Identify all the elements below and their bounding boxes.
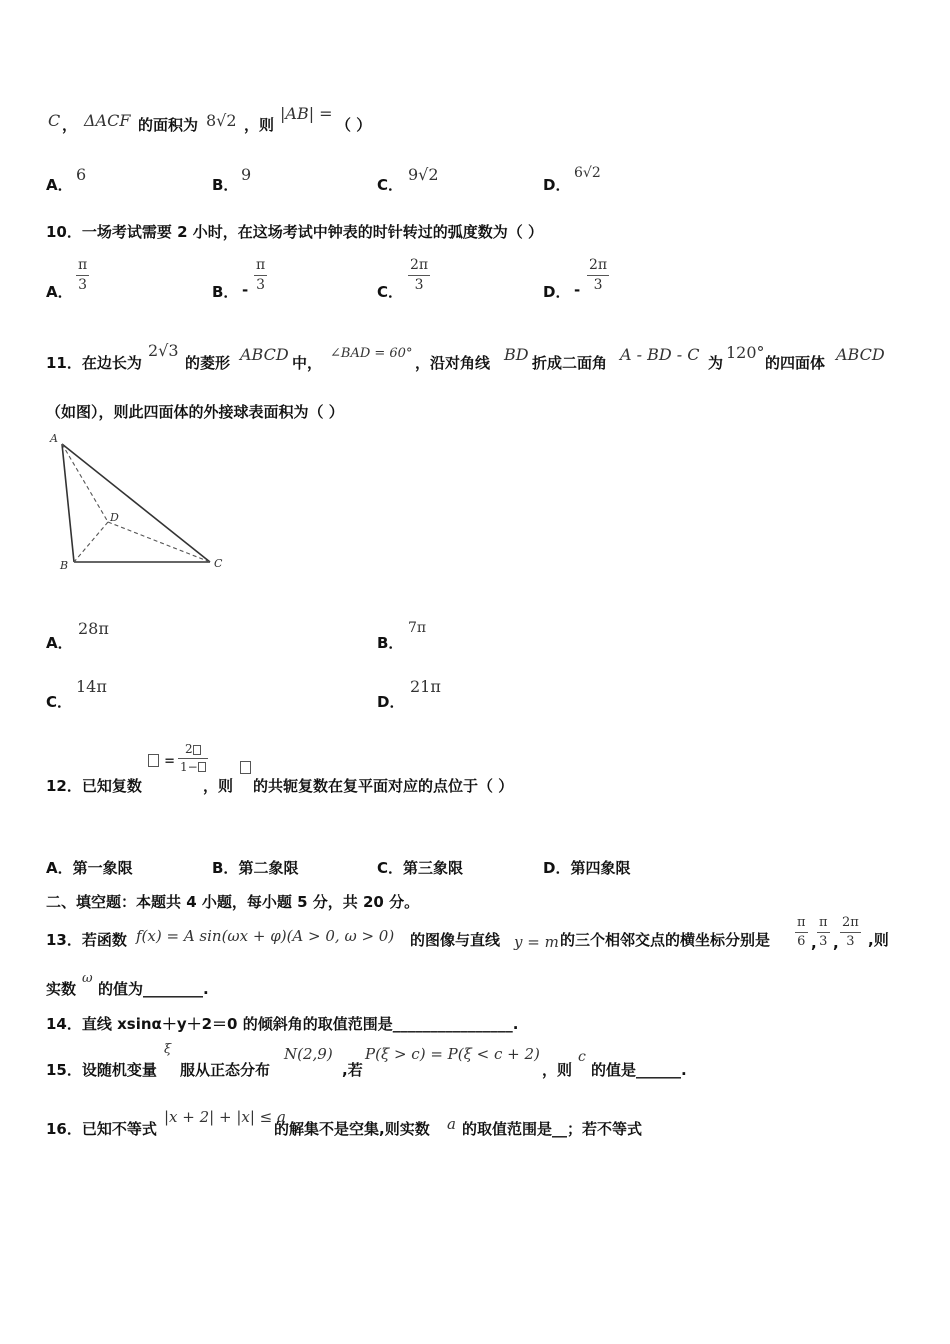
q11-option-c-value: 14π xyxy=(76,677,107,696)
q13-text-2: 的图像与直线 xyxy=(410,931,501,949)
q10-option-d-label[interactable]: D． xyxy=(543,283,571,301)
q9-option-b-value: 9 xyxy=(241,165,252,184)
q11-text-6: 为 xyxy=(708,354,724,372)
q10-option-b-label[interactable]: B． xyxy=(212,283,239,301)
edge-ac xyxy=(62,444,210,562)
q13-frac-1: π 6 xyxy=(797,915,806,949)
q15-distribution: N(2,9) xyxy=(284,1045,333,1063)
q11-abcd-2: ABCD xyxy=(836,345,885,364)
q11-option-d-value: 21π xyxy=(410,677,441,696)
tetrahedron-figure xyxy=(46,430,236,575)
area-text: 的面积为 xyxy=(138,116,199,134)
edge-ab xyxy=(62,444,74,562)
q11-text-1: 11．在边长为 xyxy=(46,354,142,372)
q9-option-d-value: 6√2 xyxy=(574,165,601,181)
q15-text-3: ,若 xyxy=(342,1061,363,1079)
q11-option-a-label[interactable]: A． xyxy=(46,634,73,652)
q15-xi: ξ xyxy=(164,1042,172,1057)
var-c: C xyxy=(48,111,61,130)
q13-comma-2: , xyxy=(833,934,839,952)
q11-text-3: 中， xyxy=(292,354,323,372)
q13-frac-3: 2π 3 xyxy=(842,915,859,949)
section-heading: 二、填空题：本题共 4 小题，每小题 5 分，共 20 分。 xyxy=(46,893,420,911)
q16-text-3: 的取值范围是__；若不等式 xyxy=(462,1120,643,1138)
q13-text-1: 13．若函数 xyxy=(46,931,127,949)
q11-side: 2√3 xyxy=(148,341,179,360)
q10-option-b-frac: π 3 xyxy=(256,257,266,293)
q16-inequality: |x + 2| + |x| ≤ a xyxy=(164,1108,286,1126)
q13-frac-2: π 3 xyxy=(819,915,828,949)
label-a: A xyxy=(50,432,58,445)
q11-dihedral: A - BD - C xyxy=(620,345,700,364)
q9-option-c-label[interactable]: C． xyxy=(377,176,404,194)
q13-text-5: 实数 xyxy=(46,980,77,998)
q10-option-a-frac: π 3 xyxy=(78,257,88,293)
q12-option-c[interactable]: C．第三象限 xyxy=(377,859,464,877)
edge-cd xyxy=(108,522,210,562)
edge-bd xyxy=(74,522,108,562)
q11-degree: 120° xyxy=(726,343,765,362)
q9-option-b-label[interactable]: B． xyxy=(212,176,239,194)
q13-text-3: 的三个相邻交点的横坐标分别是 xyxy=(560,931,771,949)
q11-option-b-value: 7π xyxy=(408,620,427,636)
q15-text-1: 15．设随机变量 xyxy=(46,1061,157,1079)
missing-glyph-icon xyxy=(240,761,251,774)
then-text: ，则 xyxy=(244,116,275,134)
q16-text-1: 16．已知不等式 xyxy=(46,1120,157,1138)
q11-text-5: 折成二面角 xyxy=(532,354,608,372)
q12-text-2: ，则 xyxy=(203,777,234,795)
q11-bd: BD xyxy=(504,345,529,364)
q12-equation: = xyxy=(148,750,175,769)
q11-option-c-label[interactable]: C． xyxy=(46,693,73,711)
q10-option-d-sign: - xyxy=(574,281,581,299)
q10-text: 10．一场考试需要 2 小时，在这场考试中钟表的时针转过的弧度数为（ ） xyxy=(46,223,543,241)
q11-option-a-value: 28π xyxy=(78,619,109,638)
q9-option-a-label[interactable]: A． xyxy=(46,176,73,194)
q15-c: c xyxy=(578,1049,586,1065)
q15-probability: P(ξ > c) = P(ξ < c + 2) xyxy=(365,1045,540,1063)
q15-text-5: 的值是______. xyxy=(591,1061,687,1079)
q12-fraction: 2 1− xyxy=(178,743,208,773)
q12-option-d[interactable]: D．第四象限 xyxy=(543,859,631,877)
q11-text-2: 的菱形 xyxy=(185,354,231,372)
area-value: 8√2 xyxy=(206,111,237,130)
q13-text-4: ,则 xyxy=(868,931,889,949)
label-b: B xyxy=(60,559,69,572)
q14-text: 14．直线 xsinα＋y＋2＝0 的倾斜角的取值范围是________________. xyxy=(46,1015,519,1033)
q16-text-2: 的解集不是空集,则实数 xyxy=(274,1120,430,1138)
q10-option-a-label[interactable]: A． xyxy=(46,283,73,301)
ab-abs: |AB| = xyxy=(280,104,333,123)
label-d: D xyxy=(110,511,119,524)
missing-glyph-icon xyxy=(148,754,159,767)
q13-omega: ω xyxy=(82,971,93,986)
q12-text-1: 12．已知复数 xyxy=(46,777,142,795)
q10-option-c-frac: 2π 3 xyxy=(410,257,429,293)
q15-text-4: ，则 xyxy=(542,1061,573,1079)
q11-abcd: ABCD xyxy=(240,345,289,364)
q13-line: y = m xyxy=(514,933,559,951)
q13-comma-1: , xyxy=(811,934,817,952)
q13-function: f(x) = A sin(ωx + φ)(A > 0, ω > 0) xyxy=(136,927,395,945)
q10-option-d-frac: 2π 3 xyxy=(589,257,608,293)
q12-option-b[interactable]: B．第二象限 xyxy=(212,859,299,877)
q12-text-3: 的共轭复数在复平面对应的点位于（ ） xyxy=(253,777,514,795)
q16-a: a xyxy=(447,1115,456,1133)
q13-text-6: 的值为________. xyxy=(98,980,209,998)
q9-option-a-value: 6 xyxy=(76,165,87,184)
q11-line-2: （如图），则此四面体的外接球表面积为（ ） xyxy=(46,403,344,421)
q10-option-c-label[interactable]: C． xyxy=(377,283,404,301)
q10-option-b-sign: - xyxy=(242,281,249,299)
q11-text-4: ，沿对角线 xyxy=(415,354,491,372)
q11-option-d-label[interactable]: D． xyxy=(377,693,405,711)
q15-text-2: 服从正态分布 xyxy=(180,1061,271,1079)
q11-text-7: 的四面体 xyxy=(765,354,826,372)
q11-angle: ∠BAD = 60° xyxy=(330,346,413,361)
triangle-acf: ΔACF xyxy=(84,111,131,130)
q11-option-b-label[interactable]: B． xyxy=(377,634,404,652)
label-c: C xyxy=(214,557,223,570)
q12-option-a[interactable]: A．第一象限 xyxy=(46,859,133,877)
answer-paren: （ ） xyxy=(336,116,372,134)
comma: ， xyxy=(62,116,78,134)
q9-option-d-label[interactable]: D． xyxy=(543,176,571,194)
q9-option-c-value: 9√2 xyxy=(408,165,439,184)
